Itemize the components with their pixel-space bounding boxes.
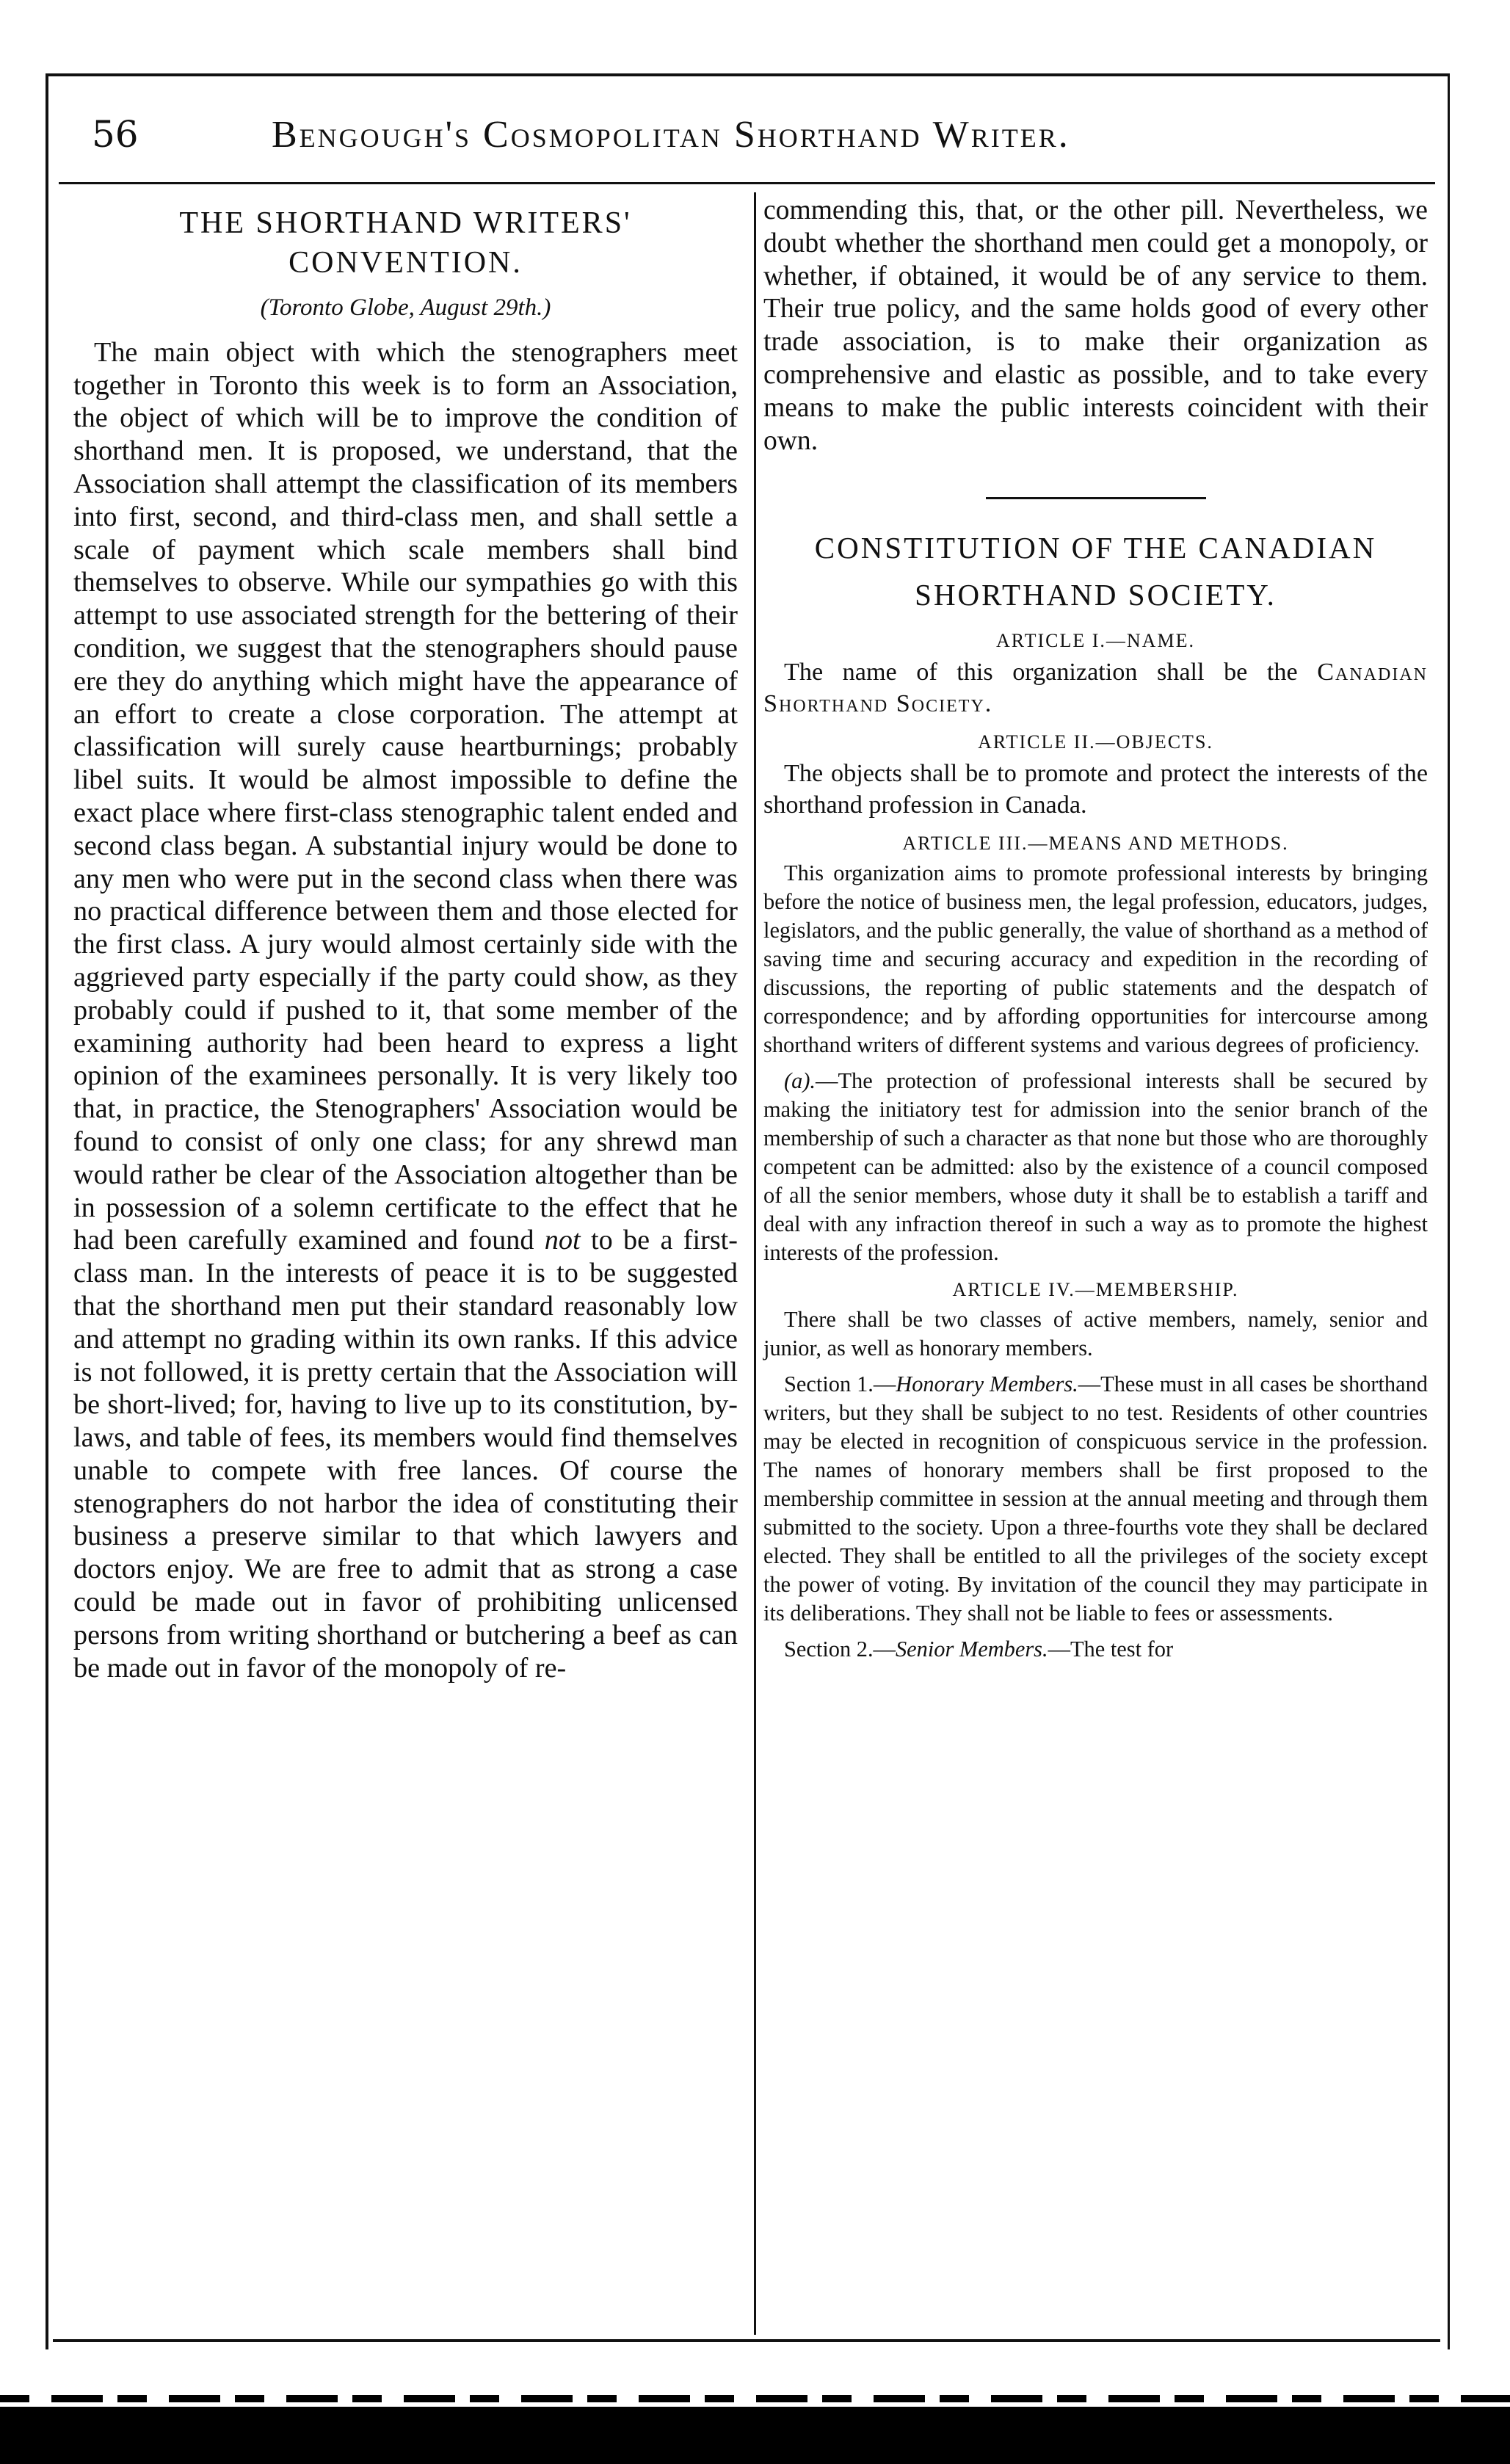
page-header: [59, 94, 1435, 184]
article-3-clause-a: [763, 1067, 1428, 1267]
scan-edge-artifact: [0, 2395, 1510, 2402]
continuation-text: commending this, that, or the other pill. Nevertheless, we doubt whether the shorthand men could get a monopoly, or whether, if obtained, it would be of any service to them. Their true policy, and the same holds good of every other trade association, is to make their organization as comprehensive and elastic as possible, and to take every means to make the public interests coincident with their own.: [763, 195, 1428, 456]
body-part-2: to be a first-class man. In the interests of peace it is to be suggested that the shorthand men put their standard reasonably low and attempt no grading within its own ranks. If this advice is not followed, it is pretty certain that the Association will be short-lived; for, having to live up to its constitution, by-laws, and table of fees, its members would find themselves unable to compete with free lances. Of course the stenographers do not harbor the idea of constituting their business a preserve similar to that which lawyers and doctors enjoy. We are free to admit that as strong a case could be made out in favor of prohibiting unlicensed persons from writing shorthand or butchering a beef as can be made out in favor of the monopoly of re-: [73, 1225, 738, 1684]
article-4-text: There shall be two classes of active members, namely, senior and junior, as well as honorary members.: [763, 1307, 1428, 1361]
section-2-text: —The test for: [1048, 1637, 1174, 1662]
article-1-text-a: The name of this organization shall be the: [784, 659, 1298, 686]
article-title-line2: CONVENTION.: [288, 246, 523, 280]
article-2-text: The objects shall be to promote and protect the interests of the shorthand profession in Canada.: [763, 760, 1428, 819]
section-2-title: Senior Members.: [895, 1637, 1048, 1662]
section-2-label: Section 2.—: [784, 1637, 896, 1662]
dateline: (Toronto Globe, August 29th.): [260, 294, 551, 321]
article-title-line1: THE SHORTHAND WRITERS': [179, 206, 632, 240]
scan-bottom-band: [0, 2407, 1510, 2464]
body-emphasis: not: [544, 1225, 581, 1256]
society-name: Canadian Shorthand Society.: [763, 659, 1429, 718]
column-divider: [754, 192, 756, 2335]
article-2-heading: ARTICLE II.—OBJECTS.: [978, 731, 1213, 753]
constitution-title-line2: SHORTHAND SOCIETY.: [915, 578, 1277, 612]
section-1-label: Section 1.—: [784, 1371, 896, 1397]
bottom-rule: [53, 2339, 1440, 2342]
constitution-title-line1: CONSTITUTION OF THE CANADIAN: [814, 531, 1377, 565]
body-part-1: The main object with which the stenographers meet together in Toronto this week is to form an Association, the object of which will be to improve the condition of shorthand men. It is proposed, we understand, that the Association shall attempt the classification of its members into first, second, and third-class men, and shall settle a scale of payment which scale members shall bind themselves to observe. While our sympathies go with this attempt to use associated strength for the bettering of their condition, we suggest that the stenographers should pause ere they do anything which might have the appearance of an effort to create a close corporation. The attempt at classification will surely cause heartburnings; probably libel suits. It would be almost impossible to define the exact place where first-class stenographic talent ended and second class began. A substantial injury would be done to any men who were put in the second class when there was no practical difference between them and those elected for the first class. A jury would almost certainly side with the aggrieved party especially if the party could show, as they probably could if pushed to it, that some member of the examining authority had been heard to express a light opinion of the examinees personally. It is very likely too that, in practice, the Stenographers' Association would be found to consist of only one class; for any shrewd man would rather be clear of the Association altogether than be in possession of a solemn certificate to the effect that he had been carefully examined and found: [73, 336, 738, 1256]
page-number: 56: [92, 113, 139, 156]
article-body: [73, 336, 738, 1685]
left-column: [73, 195, 738, 1684]
right-column: [763, 195, 1428, 1664]
running-title: Bengough's Cosmopolitan Shorthand Writer.: [272, 114, 1070, 156]
clause-a-label: (a).: [784, 1068, 816, 1094]
article-3-text: This organization aims to promote professional interests by bringing before the notice of business men, the legal profession, educators, judges, legislators, and the public generally, the value of shorthand as a method of saving time and securing accuracy and expedition in the recording of discussions, the reporting of public statements and the despatch of correspondence; and by affording opportunities for intercourse among shorthand writers of different systems and various degrees of proficiency.: [763, 860, 1428, 1058]
article-1-heading: ARTICLE I.—NAME.: [996, 630, 1195, 652]
section-2: [763, 1635, 1428, 1664]
article-4-heading: ARTICLE IV.—MEMBERSHIP.: [952, 1279, 1239, 1301]
article-title: [73, 203, 738, 283]
clause-a-text: —The protection of professional interests shall be secured by making the initiatory test for admission into the senior branch of the membership of such a character as that none but those who are thoroughly competent can be admitted: also by the existence of a council composed of all the senior members, whose duty it shall be to establish a tariff and deal with any infraction thereof in such a way as to promote the highest interests of the profession.: [763, 1068, 1428, 1266]
section-1-text: —These must in all cases be shorthand writers, but they shall be subject to no test. Residents of other countries may be elected in recognition of conspicuous service in the profession. The names of honorary members shall be first proposed to the membership committee in session at the annual meeting and through them submitted to the society. Upon a three-fourths vote they shall be declared elected. They shall be entitled to all the privileges of the society except the power of voting. By invitation of the council they may participate in its deliberations. They shall not be liable to fees or assessments.: [763, 1371, 1428, 1626]
section-1-title: Honorary Members.: [896, 1371, 1078, 1397]
section-divider: [986, 497, 1206, 499]
article-3-heading: ARTICLE III.—MEANS AND METHODS.: [902, 833, 1289, 855]
section-1: [763, 1370, 1428, 1628]
article-1-text: [763, 656, 1428, 720]
constitution-title: [763, 524, 1428, 618]
